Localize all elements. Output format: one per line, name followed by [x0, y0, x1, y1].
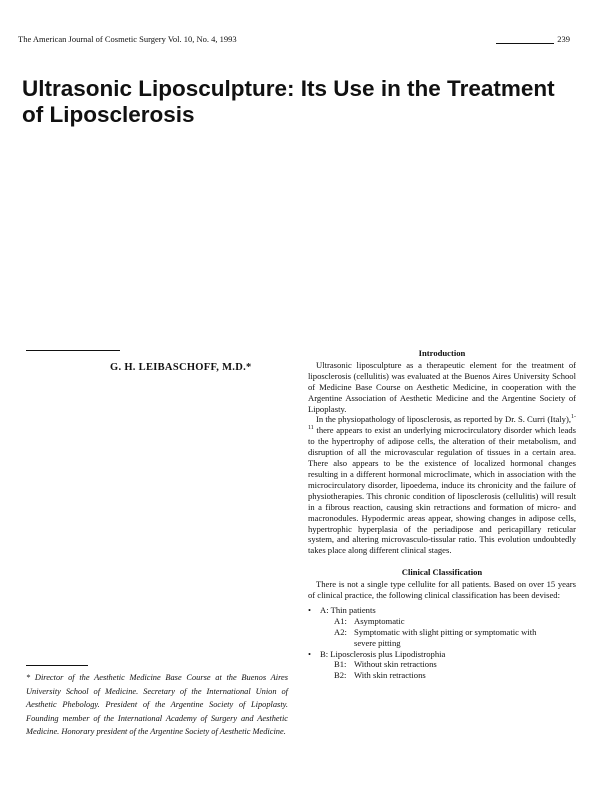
introduction-paragraph-1: Ultrasonic liposculpture as a therapeutic element for the treatment of liposclerosis (cellulitis) was evaluated at the Buenos Aires University School of Medicine Base Course on Aesthetic Medicine, in cooperation with the Argentine Association of Aesthetic Medicine and the Argentine Society of Lipoplasty.: [308, 359, 576, 414]
running-header: [18, 34, 582, 48]
classification-paragraph: There is not a single type cellulite for all patients. Based on over 15 years of clinical practice, the following clinical classification has been devised:: [308, 579, 576, 601]
author-rule: [26, 350, 120, 351]
right-column: [308, 348, 576, 681]
list-item: [308, 649, 576, 682]
sub-item-code: B2:: [334, 670, 347, 681]
reference-superscript: 1-11: [308, 414, 576, 432]
author-name: G. H. LEIBASCHOFF, M.D.*: [110, 362, 252, 373]
sub-list-item: [334, 659, 576, 670]
introduction-heading: Introduction: [418, 348, 466, 358]
sub-list-item: [334, 627, 576, 649]
list-item-label: B: Liposclerosis plus Lipodistrophia: [320, 648, 446, 659]
page-number: 239: [557, 34, 570, 44]
sub-item-text: With skin retractions: [354, 670, 426, 681]
sub-item-text: Symptomatic with slight pitting or symptomatic with: [354, 626, 537, 637]
list-item-label: A: Thin patients: [320, 604, 376, 615]
sub-item-code: B1:: [334, 659, 347, 670]
classification-list: [308, 605, 576, 681]
sub-list: [320, 659, 576, 681]
sub-item-text: Asymptomatic: [354, 615, 405, 626]
classification-heading: Clinical Classification: [401, 567, 483, 578]
header-rule: [496, 43, 554, 44]
sub-list: [320, 616, 576, 649]
bullet-icon: •: [308, 648, 312, 659]
journal-citation: The American Journal of Cosmetic Surgery Vol. 10, No. 4, 1993: [18, 34, 237, 44]
sub-item-code: A1:: [334, 615, 347, 626]
sub-item-text: Without skin retractions: [354, 659, 437, 670]
paragraph-2-start: In the physiopathology of liposclerosis, as reported by Dr. S. Curri (Italy),: [316, 414, 571, 425]
sub-list-item: [334, 670, 576, 681]
sub-list-item: [334, 616, 576, 627]
author-footnote: * Director of the Aesthetic Medicine Base Course at the Buenos Aires University School of Medicine. Secretary of the International Union of Aesthetic Phebology. President of the Argentine Society of Lipoplasty. Founding member of the International Academy of Surgery and Aesthetic Medicine. Honorary president of the Argentine Society of Aesthetic Medicine.: [26, 673, 288, 737]
introduction-paragraph-2: [308, 414, 576, 556]
list-item: [308, 605, 576, 649]
article-title: Ultrasonic Liposculpture: Its Use in the Treatment of Liposclerosis: [22, 76, 555, 127]
sub-item-continuation: severe pitting: [354, 637, 401, 648]
bullet-icon: •: [308, 604, 312, 615]
footnote-rule: [26, 665, 88, 666]
sub-item-code: A2:: [334, 626, 347, 637]
paragraph-2-rest: there appears to exist an underlying microcirculatory disorder which leads to the hypertrophy of adipose cells, the alteration of their metabolism, and disruption of all the microvascular regulation of tissues in a certain area. There also appears to be the existence of localized hormonal changes resulting in a different hormonal microclimate, which in association with the microcirculatory disorder, lipoedema, induce its chronicity and the failure of physiotherapies. This chronic condition of liposclerosis (cellulitis) will result in a fibrous reaction, causing skin retractions and formation of micro- and macronodules. Hypodermic areas appear, showing changes in adipose cells, hypertrophic hyperplasia of the periadipose and pericapillary reticular system, and altering microvasculo-tissular ratio. This evolution undoubtedly takes place along different clinical stages.: [308, 425, 576, 556]
